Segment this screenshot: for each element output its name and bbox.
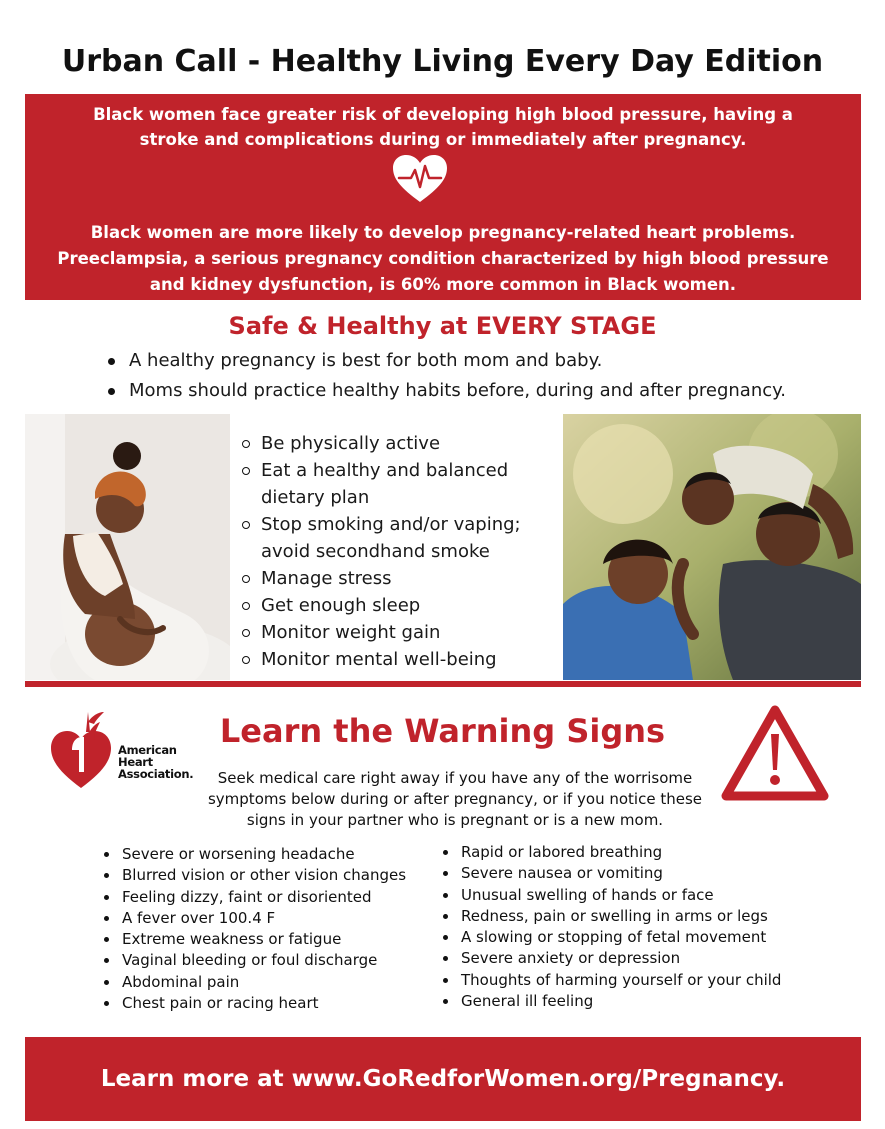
section-divider [25,681,861,687]
warning-signs-list-right [443,842,781,1012]
heart-heartbeat-icon [391,154,449,204]
logo-line: Heart [118,755,153,769]
list-item: General ill feeling [443,991,781,1012]
warning-signs-title: Learn the Warning Signs [219,712,666,750]
top-banner [25,94,861,300]
list-item: A fever over 100.4 F [104,908,406,929]
list-item: Stop smoking and/or vaping; avoid secondhand smoke [242,511,532,565]
family-photo [563,414,861,680]
list-item: Redness, pain or swelling in arms or legs [443,906,781,927]
healthy-habits-list [242,430,532,673]
pregnant-woman-photo [25,414,230,680]
list-item: Be physically active [242,430,532,457]
list-item: Manage stress [242,565,532,592]
list-item: Chest pain or racing heart [104,993,406,1014]
list-item: Get enough sleep [242,592,532,619]
warning-triangle-icon [720,704,830,802]
list-item: Thoughts of harming yourself or your child [443,970,781,991]
section-title-every-stage: Safe & Healthy at EVERY STAGE [228,312,657,340]
list-item: Monitor weight gain [242,619,532,646]
banner-paragraph-preeclampsia: Black women are more likely to develop pregnancy-related heart problems. Preeclampsia, a serious pregnancy condition characterized by high blood pressure and kidney dysfunction, is 60% more common in Black women. [57,223,829,294]
list-item: Blurred vision or other vision changes [104,865,406,886]
list-item: Eat a healthy and balanced dietary plan [242,457,522,511]
list-item: Vaginal bleeding or foul discharge [104,950,406,971]
list-item: Moms should practice healthy habits before, during and after pregnancy. [108,376,786,406]
page-title: Urban Call - Healthy Living Every Day Edition [61,44,824,79]
list-item: A slowing or stopping of fetal movement [443,927,781,948]
list-item: Extreme weakness or fatigue [104,929,406,950]
list-item: A healthy pregnancy is best for both mom and baby. [108,346,786,376]
stage-bullet-list [108,346,786,406]
logo-line: Association. [118,767,194,781]
list-item: Feeling dizzy, faint or disoriented [104,887,406,908]
warning-intro-text: Seek medical care right away if you have any of the worrisome symptoms below during or after pregnancy, or if you notice these signs in your partner who is pregnant or is a new mom. [207,769,702,829]
list-item: Monitor mental well-being [242,646,532,673]
list-item: Rapid or labored breathing [443,842,781,863]
list-item: Severe anxiety or depression [443,948,781,969]
warning-signs-list-left [104,844,406,1014]
banner-paragraph-risk: Black women face greater risk of developing high blood pressure, having a stroke and complications during or immediately after pregnancy. [93,105,793,149]
list-item: Severe or worsening headache [104,844,406,865]
learn-more-banner: Learn more at www.GoRedforWomen.org/Pregnancy. [25,1037,861,1121]
list-item: Abdominal pain [104,972,406,993]
list-item: Severe nausea or vomiting [443,863,781,884]
list-item: Unusual swelling of hands or face [443,885,781,906]
logo-line: American [118,743,177,757]
